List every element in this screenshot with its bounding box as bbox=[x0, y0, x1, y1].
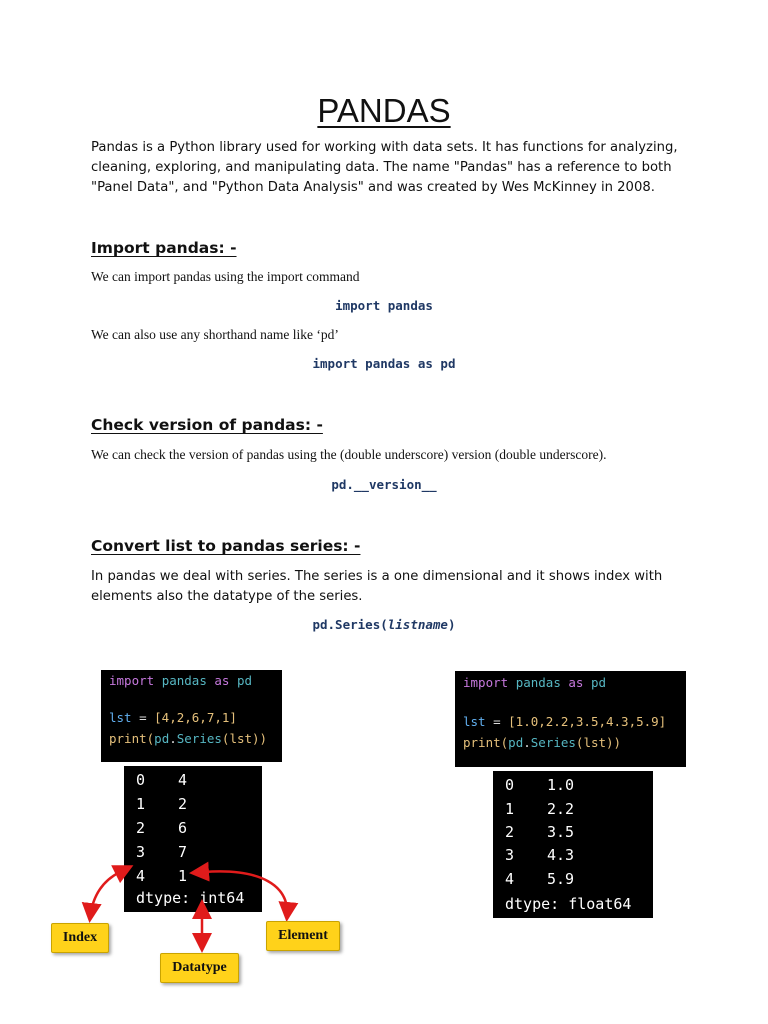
output-row: 0 4 bbox=[136, 771, 188, 789]
series-heading: Convert list to pandas series: - bbox=[91, 537, 361, 555]
intro-paragraph: Pandas is a Python library used for working with data sets. It has functions for analyzing, cleaning, exploring, and manipulating data. The name "Pandas" has a reference to both "Panel Data", and "Python Data Analysis" and was created by Wes McKinney in 2008. bbox=[91, 140, 678, 195]
float-code-line-1: import pandas as pd bbox=[463, 675, 607, 690]
output-row: 3 7 bbox=[136, 843, 188, 861]
output-row: 2 3.5 bbox=[505, 823, 575, 841]
version-text: We can check the version of pandas using the (double underscore) version (double underscore). bbox=[91, 447, 607, 462]
datatype-label: Datatype bbox=[160, 953, 239, 983]
output-row: 4 5.9 bbox=[505, 870, 575, 888]
import-text: We can import pandas using the import command bbox=[91, 269, 360, 284]
output-dtype: dtype: int64 bbox=[136, 889, 245, 907]
output-dtype: dtype: float64 bbox=[505, 895, 632, 913]
series-code-suffix: ) bbox=[447, 617, 456, 632]
element-arrow bbox=[204, 871, 287, 917]
series-code-prefix: pd.Series( bbox=[312, 617, 388, 632]
output-row: 1 2 bbox=[136, 795, 188, 813]
int-code-line-1: import pandas as pd bbox=[109, 673, 253, 688]
output-row: 0 1.0 bbox=[505, 776, 575, 794]
output-row: 3 4.3 bbox=[505, 846, 575, 864]
version-heading: Check version of pandas: - bbox=[91, 416, 323, 434]
page-title: PANDAS bbox=[317, 92, 451, 129]
float-code-line-3: print(pd.Series(lst)) bbox=[463, 735, 622, 750]
series-text: In pandas we deal with series. The series is a one dimensional and it shows index with elements also the datatype of the series. bbox=[91, 569, 663, 604]
import-heading: Import pandas: - bbox=[91, 239, 237, 257]
element-label: Element bbox=[266, 921, 340, 951]
float-code-line-2: lst = [1.0,2.2,3.5,4.3,5.9] bbox=[463, 714, 667, 729]
version-code: pd.__version__ bbox=[331, 477, 437, 492]
series-code-arg: listname bbox=[387, 617, 448, 632]
int-code-line-2: lst = [4,2,6,7,1] bbox=[109, 710, 237, 725]
index-label: Index bbox=[51, 923, 109, 953]
int-code-line-3: print(pd.Series(lst)) bbox=[109, 731, 268, 746]
index-arrow bbox=[90, 872, 120, 918]
import-code: import pandas bbox=[335, 298, 433, 313]
output-row: 4 1 bbox=[136, 867, 188, 885]
output-row: 2 6 bbox=[136, 819, 188, 837]
import-alias-code: import pandas as pd bbox=[312, 356, 456, 371]
shorthand-text: We can also use any shorthand name like ‘pd’ bbox=[91, 327, 339, 342]
output-row: 1 2.2 bbox=[505, 800, 575, 818]
